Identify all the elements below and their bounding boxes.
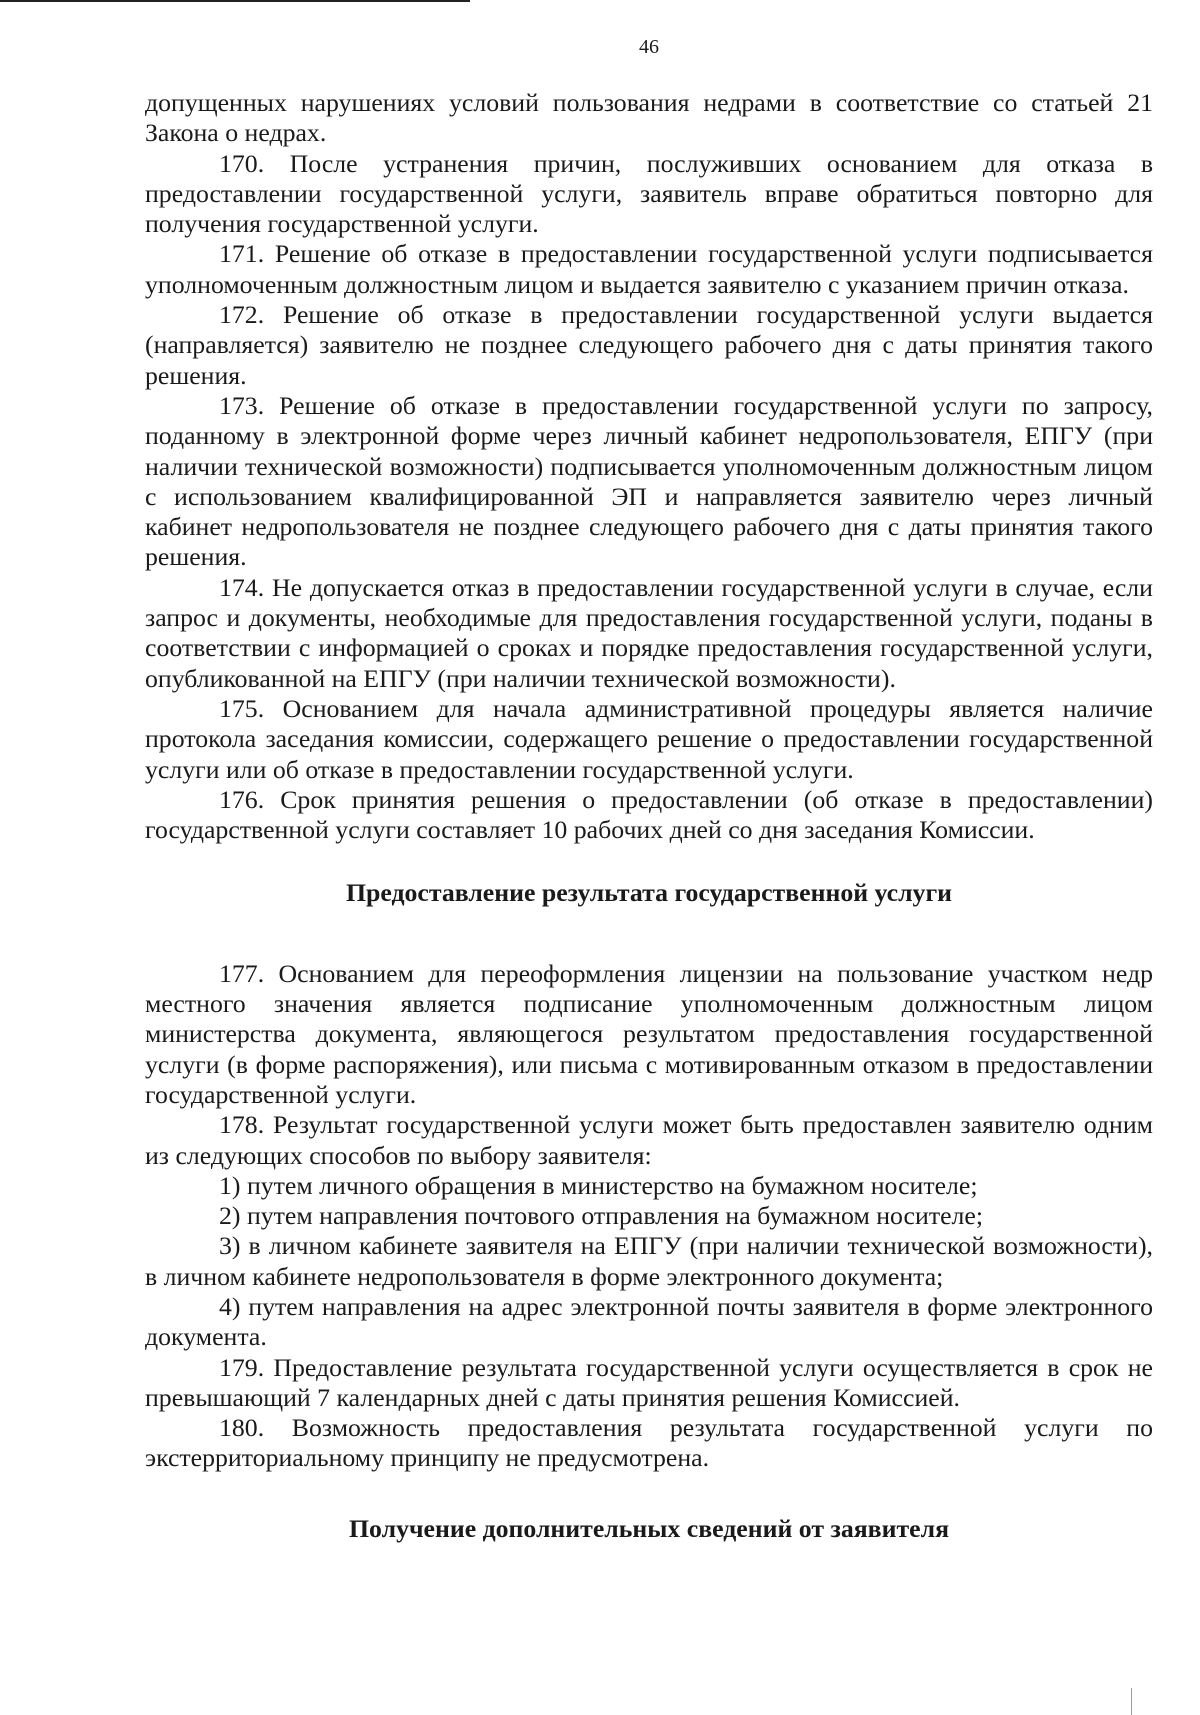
list-item-178-2: 2) путем направления почтового отправления на бумажном носителе;: [219, 1201, 984, 1231]
list-item-178-1: 1) путем личного обращения в министерство на бумажном носителе;: [219, 1170, 978, 1200]
paragraph-176: 176. Срок принятия решения о предоставлении (об отказе в предоставлении) государственной услуги составляет 10 рабочих дней со дня заседания Комиссии.: [145, 784, 1153, 845]
paragraph-171: 171. Решение об отказе в предоставлении государственной услуги подписывается уполномоченным должностным лицом и выдается заявителю с указанием причин отказа.: [145, 239, 1153, 299]
paragraph-177: 177. Основанием для переоформления лицензии на пользование участком недр местного значения является подписание уполномоченным должностным лицом министерства документа, являющегося результатом предоставления государственной услуги (в форме распоряжения), или письма с мотивированным отказом в предоставлении государственной услуги.: [145, 958, 1153, 1109]
document-page: [145, 34, 1153, 1544]
list-item-178-4: 4) путем направления на адрес электронной почты заявителя в форме электронного документа.: [145, 1291, 1153, 1352]
paragraph-180: 180. Возможность предоставления результата государственной услуги по экстерриториальному принципу не предусмотрена.: [145, 1413, 1153, 1473]
scan-edge-mark: [1131, 1688, 1132, 1715]
section-heading-result: Предоставление результата государственной услуги: [345, 878, 953, 908]
paragraph-172: 172. Решение об отказе в предоставлении государственной услуги выдается (направляется) заявителю не позднее следующего рабочего дня с даты принятия такого решения.: [145, 300, 1153, 390]
paragraph-continued: допущенных нарушениях условий пользования недрами в соответствие со статьей 21 Закона о недрах.: [145, 88, 1153, 148]
paragraph-175: 175. Основанием для начала административной процедуры является наличие протокола заседания комиссии, содержащего решение о предоставлении государственной услуги или об отказе в предоставлении государственной услуги.: [145, 693, 1153, 784]
paragraph-170: 170. После устранения причин, послуживших основанием для отказа в предоставлении государственной услуги, заявитель вправе обратиться повторно для получения государственной услуги.: [145, 148, 1153, 239]
paragraph-179: 179. Предоставление результата государственной услуги осуществляется в срок не превышающий 7 календарных дней с даты принятия решения Комиссией.: [145, 1352, 1153, 1412]
top-edge-rule: [0, 0, 470, 2]
list-item-178-3: 3) в личном кабинете заявителя на ЕПГУ (при наличии технической возможности), в личном кабинете недропользователя в форме электронного документа;: [145, 1231, 1153, 1291]
section-heading-additional-info: Получение дополнительных сведений от заявителя: [348, 1513, 950, 1543]
paragraph-173: 173. Решение об отказе в предоставлении государственной услуги по запросу, поданному в электронной форме через личный кабинет недропользователя, ЕПГУ (при наличии технической возможности) подписывается уполномоченным должностным лицом с использованием квалифицированной ЭП и направляется заявителю через личный кабинет недропользователя не позднее следующего рабочего дня с даты принятия такого решения.: [145, 390, 1153, 572]
page-number: 46: [639, 36, 659, 58]
paragraph-174: 174. Не допускается отказ в предоставлении государственной услуги в случае, если запрос и документы, необходимые для предоставления государственной услуги, поданы в соответствии с информацией о сроках и порядке предоставления государственной услуги, опубликованной на ЕПГУ (при наличии технической возможности).: [145, 572, 1153, 693]
paragraph-178: 178. Результат государственной услуги может быть предоставлен заявителю одним из следующих способов по выбору заявителя:: [145, 1110, 1153, 1170]
